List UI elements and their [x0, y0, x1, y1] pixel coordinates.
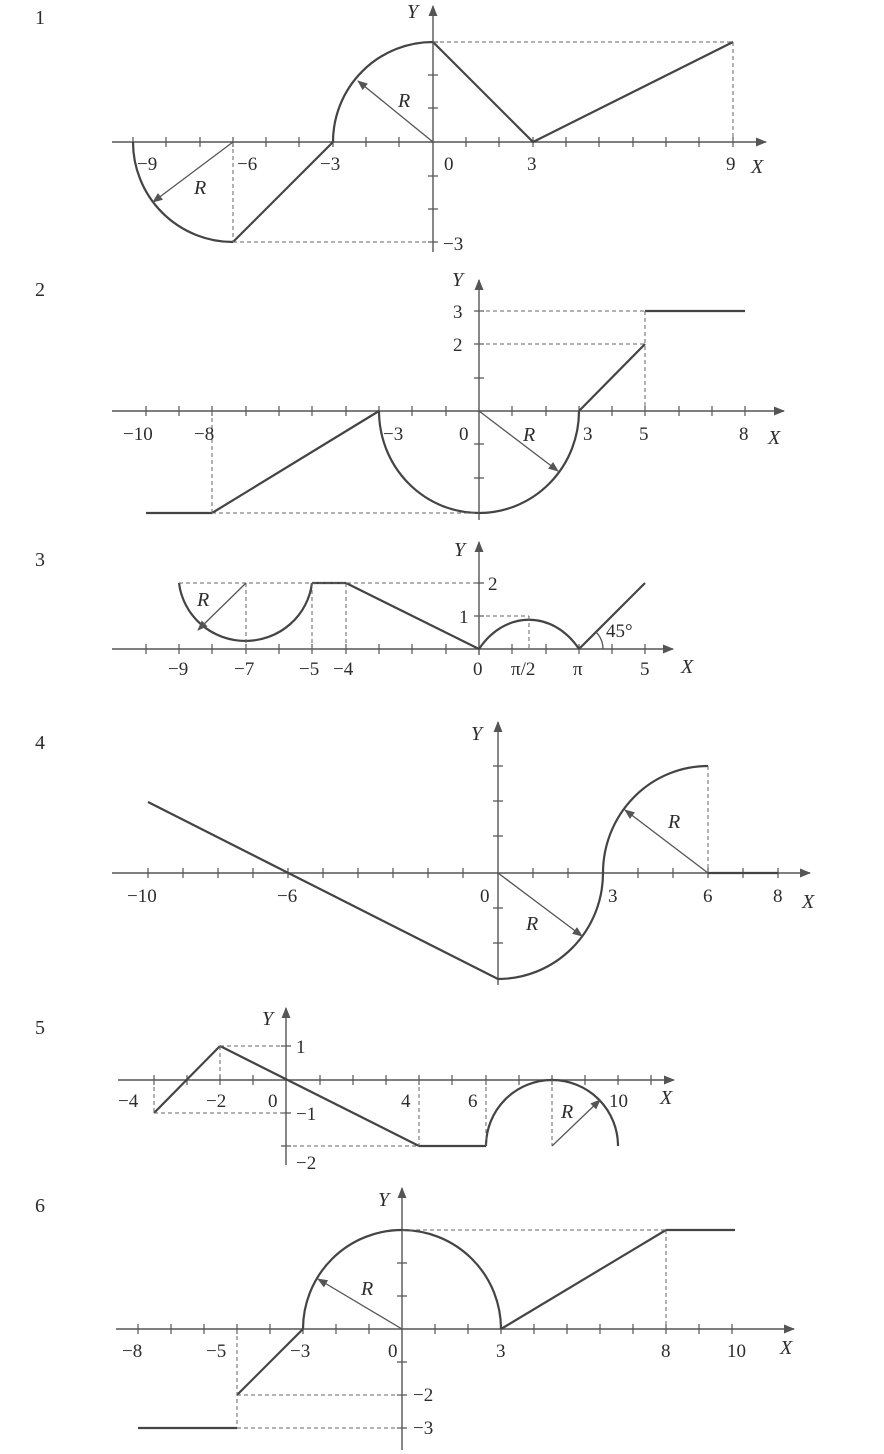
radius-label: R	[526, 913, 539, 935]
tick-label: 1	[459, 607, 469, 628]
tick-label: −3	[383, 424, 404, 445]
plot-number: 6	[35, 1195, 45, 1217]
tick-label: 2	[488, 574, 498, 595]
radius-arrow	[625, 810, 708, 873]
tick-label: 0	[459, 424, 469, 445]
falling-segment	[220, 1046, 419, 1146]
graph-curve	[179, 583, 645, 649]
tick-label: 3	[527, 154, 537, 175]
y-axis	[474, 280, 484, 520]
rising-segment	[212, 411, 379, 513]
plot-6	[35, 1188, 794, 1450]
tick-label: −6	[237, 154, 258, 175]
y-axis	[493, 722, 503, 985]
y-axis-label: Y	[262, 1008, 274, 1030]
tick-label: 0	[473, 659, 483, 680]
tick-label: −4	[333, 659, 354, 680]
x-axis	[112, 137, 766, 147]
tick-label: π/2	[511, 659, 536, 680]
tick-label: −2	[413, 1385, 434, 1406]
long-falling-segment	[148, 802, 498, 979]
tick-label: −6	[277, 886, 298, 907]
tick-label: −3	[320, 154, 341, 175]
x-axis-label: X	[780, 1337, 793, 1359]
radius-arrow	[318, 1279, 402, 1329]
tick-label: 1	[296, 1037, 306, 1058]
tick-label: −2	[296, 1153, 317, 1174]
right-rising-segment	[533, 42, 733, 142]
y-axis-label: Y	[407, 1, 419, 23]
tick-label: −9	[168, 659, 189, 680]
tick-label: 0	[444, 154, 454, 175]
tick-label: 3	[453, 302, 463, 323]
tick-label: −10	[127, 886, 157, 907]
plot-number: 2	[35, 279, 45, 301]
tick-label: 6	[468, 1091, 478, 1112]
tick-label: 3	[496, 1341, 506, 1362]
tick-label: 0	[388, 1341, 398, 1362]
falling-segment	[433, 42, 533, 142]
tick-label: −3	[413, 1418, 434, 1439]
tick-label: −8	[194, 424, 215, 445]
tick-label: 9	[726, 154, 736, 175]
radius-label: R	[561, 1101, 574, 1123]
tick-label: 8	[739, 424, 749, 445]
y-axis	[474, 542, 484, 655]
tick-label: −5	[299, 659, 320, 680]
tick-label: 8	[661, 1341, 671, 1362]
plot-number: 4	[35, 732, 45, 754]
radius-label: R	[194, 177, 207, 199]
radius-label: R	[523, 424, 536, 446]
plot-number: 1	[35, 7, 45, 29]
tick-label: −2	[206, 1091, 227, 1112]
tick-label: −1	[296, 1104, 317, 1125]
tick-label: −8	[122, 1341, 143, 1362]
tick-label: π	[573, 659, 583, 680]
upper-quarter-arc	[603, 766, 708, 873]
radius-arrow	[498, 873, 582, 936]
tick-label: −3	[443, 234, 464, 255]
plot-number: 5	[35, 1017, 45, 1039]
x-axis-label: X	[802, 891, 815, 913]
x-axis	[118, 1075, 674, 1085]
tick-label: 3	[583, 424, 593, 445]
x-axis-label: X	[751, 156, 764, 178]
y-axis-label: Y	[471, 723, 483, 745]
y-axis	[281, 1008, 291, 1165]
y-axis	[397, 1188, 407, 1450]
x-axis-label: X	[660, 1087, 673, 1109]
y-axis-label: Y	[378, 1189, 390, 1211]
x-axis	[112, 868, 810, 878]
x-axis-label: X	[768, 427, 781, 449]
radius-label: R	[197, 589, 210, 611]
radius-label: R	[398, 90, 411, 112]
tick-label: 0	[268, 1091, 278, 1112]
rising-segment	[237, 1329, 303, 1395]
angle-arc	[596, 632, 603, 649]
plot-4	[35, 722, 815, 985]
tick-label: −7	[234, 659, 255, 680]
radius-arrow	[479, 411, 558, 471]
radius-label: R	[361, 1278, 374, 1300]
plot-3	[35, 539, 694, 680]
y-axis-label: Y	[452, 269, 464, 291]
lower-quarter-arc	[498, 873, 603, 979]
tick-label: 10	[609, 1091, 628, 1112]
tick-label: 6	[703, 886, 713, 907]
radius-arrow	[153, 142, 233, 202]
right-rising-segment	[579, 344, 645, 411]
plot-1	[35, 1, 766, 255]
angle-label: 45°	[606, 621, 633, 642]
tick-label: −9	[137, 154, 158, 175]
x-axis	[112, 406, 784, 416]
right-rising-segment	[501, 1230, 666, 1329]
tick-label: 2	[453, 335, 463, 356]
tick-label: 3	[608, 886, 618, 907]
x-axis	[112, 644, 673, 654]
tick-label: −5	[206, 1341, 227, 1362]
center-quarter-arc	[333, 42, 433, 142]
radius-label: R	[668, 811, 681, 833]
tick-label: 4	[401, 1091, 411, 1112]
y-axis-label: Y	[454, 539, 466, 561]
plot-2	[35, 269, 784, 520]
tick-label: 0	[480, 886, 490, 907]
tick-label: 5	[640, 659, 650, 680]
x-axis	[116, 1324, 794, 1334]
plot-number: 3	[35, 549, 45, 571]
tick-label: −3	[290, 1341, 311, 1362]
tick-label: 8	[773, 886, 783, 907]
radius-arrow	[358, 81, 433, 142]
x-axis-label: X	[681, 656, 694, 678]
tick-label: −4	[118, 1091, 139, 1112]
plot-5	[35, 1008, 674, 1174]
tick-label: 5	[639, 424, 649, 445]
tick-label: −10	[123, 424, 153, 445]
radius-arrow	[552, 1100, 600, 1146]
tick-label: 10	[727, 1341, 746, 1362]
